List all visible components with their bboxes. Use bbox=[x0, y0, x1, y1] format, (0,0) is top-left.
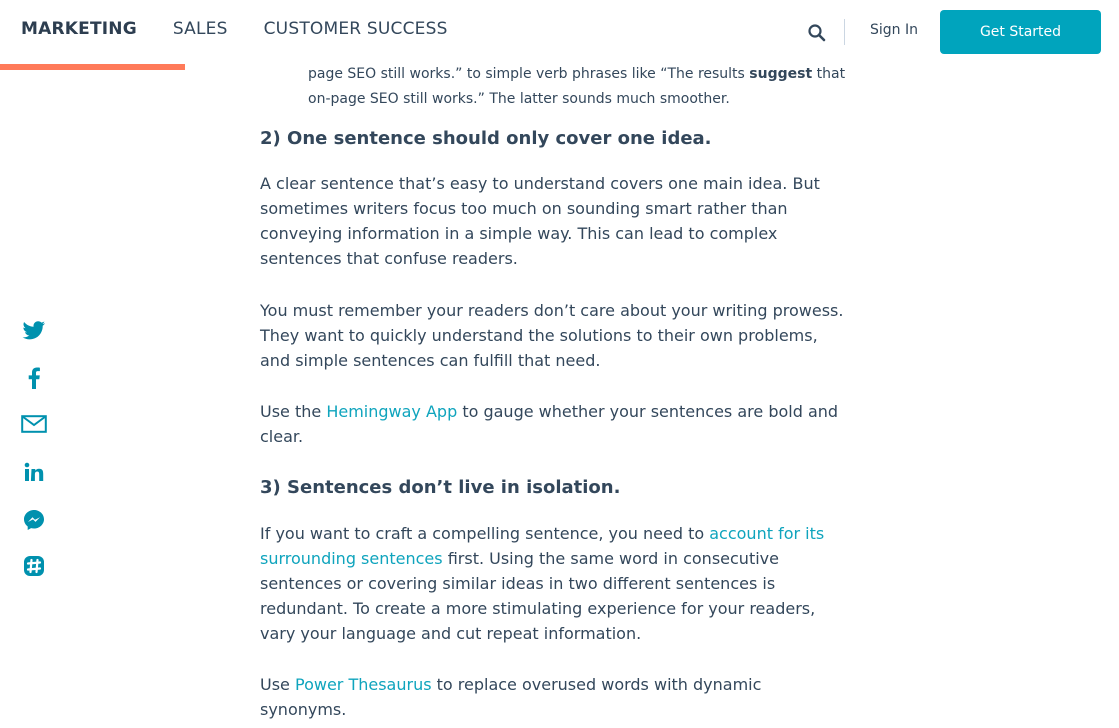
paragraph-line: redundant. To create a more stimulating experience for your readers, bbox=[260, 599, 816, 618]
paragraph-line: vary your language and cut repeat information. bbox=[260, 624, 642, 643]
main-nav bbox=[21, 19, 484, 39]
nav-customer-success[interactable]: CUSTOMER SUCCESS bbox=[263, 19, 448, 39]
paragraph-line: synonyms. bbox=[260, 700, 347, 719]
text: to gauge whether your sentences are bold and bbox=[457, 402, 839, 421]
active-nav-indicator bbox=[0, 64, 185, 70]
paragraph-line: sentences that confuse readers. bbox=[260, 249, 518, 268]
paragraph-line bbox=[260, 399, 864, 424]
section-heading-3: 3) Sentences don’t live in isolation. bbox=[260, 477, 621, 498]
paragraph-line: A clear sentence that’s easy to understand covers one main idea. But bbox=[260, 174, 820, 193]
paragraph-line bbox=[260, 521, 864, 546]
hemingway-app-link[interactable]: Hemingway App bbox=[326, 402, 458, 421]
power-thesaurus-link[interactable]: Power Thesaurus bbox=[294, 675, 432, 694]
paragraph-line: conveying information in a simple way. This can lead to complex bbox=[260, 224, 778, 243]
section-heading-2: 2) One sentence should only cover one idea. bbox=[260, 128, 712, 149]
search-icon[interactable] bbox=[807, 23, 827, 43]
paragraph-line: and simple sentences can fulfill that need. bbox=[260, 351, 601, 370]
paragraph-line bbox=[260, 672, 864, 697]
text: first. Using the same word in consecutive bbox=[442, 549, 779, 568]
text: Use the bbox=[260, 402, 327, 421]
paragraph-line: sentences or covering similar ideas in two different sentences is bbox=[260, 574, 776, 593]
paragraph-line: You must remember your readers don’t care about your writing prowess. bbox=[260, 301, 844, 320]
surrounding-sentences-link-cont[interactable]: surrounding sentences bbox=[260, 549, 443, 568]
paragraph-line: They want to quickly understand the solutions to their own problems, bbox=[260, 326, 818, 345]
paragraph-line bbox=[260, 546, 864, 571]
text: If you want to craft a compelling sentence, you need to bbox=[260, 524, 710, 543]
email-icon[interactable] bbox=[21, 411, 47, 437]
surrounding-sentences-link[interactable]: account for its bbox=[709, 524, 825, 543]
paragraph bbox=[260, 399, 864, 449]
text: to replace overused words with dynamic bbox=[431, 675, 762, 694]
top-navigation-bar bbox=[0, 0, 1119, 64]
header-divider bbox=[844, 19, 845, 45]
paragraph bbox=[260, 672, 864, 722]
twitter-icon[interactable] bbox=[21, 318, 47, 344]
list-item-continued-line-2: on-page SEO still works.” The latter sounds much smoother. bbox=[308, 91, 730, 107]
text: Use bbox=[260, 675, 295, 694]
facebook-icon[interactable] bbox=[21, 365, 47, 391]
continued-text: page SEO still works.” to simple verb phrases like “The results bbox=[308, 66, 750, 82]
bold-word: suggest bbox=[749, 66, 813, 82]
paragraph-line: sometimes writers focus too much on sounding smart rather than bbox=[260, 199, 788, 218]
get-started-button[interactable]: Get Started bbox=[940, 10, 1101, 54]
paragraph bbox=[260, 521, 864, 646]
nav-sales[interactable]: SALES bbox=[172, 19, 228, 39]
slack-icon[interactable] bbox=[21, 553, 47, 579]
paragraph bbox=[260, 298, 864, 373]
linkedin-icon[interactable] bbox=[21, 459, 47, 485]
paragraph bbox=[260, 171, 864, 271]
list-item-continued-line bbox=[308, 62, 868, 87]
messenger-icon[interactable] bbox=[21, 507, 47, 533]
continued-text-end: that bbox=[812, 66, 846, 82]
paragraph-line: clear. bbox=[260, 427, 304, 446]
sign-in-link[interactable]: Sign In bbox=[870, 22, 918, 38]
nav-marketing[interactable]: MARKETING bbox=[21, 19, 137, 39]
